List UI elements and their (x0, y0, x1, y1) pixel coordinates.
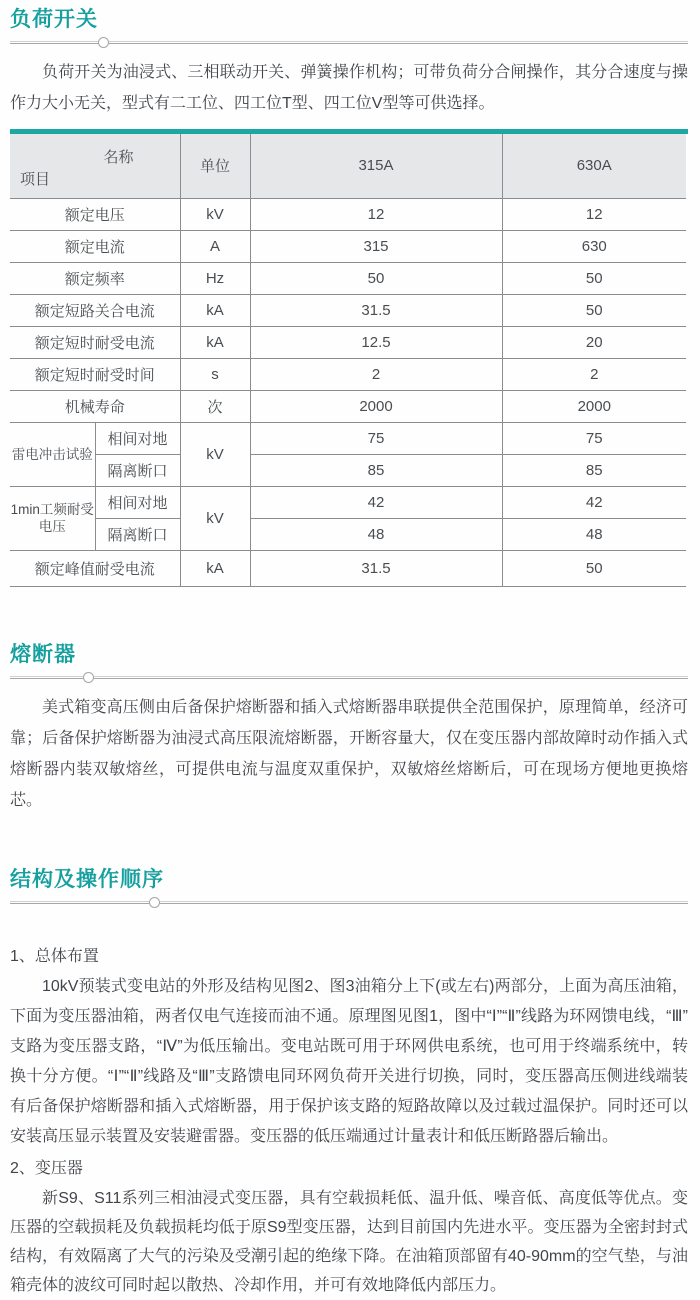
value-cell-630a: 48 (502, 518, 686, 550)
section-divider (10, 41, 688, 44)
subsection-heading-layout: 1、总体布置 (10, 947, 99, 965)
unit-cell: Hz (180, 262, 250, 294)
table-row-group (10, 518, 686, 550)
section-title-fuse: 熔断器 (10, 642, 76, 666)
unit-cell: kV (180, 486, 250, 550)
sub-row-label: 相间对地 (95, 422, 180, 454)
value-cell-630a: 50 (502, 550, 686, 586)
diagonal-header-cell (10, 134, 180, 198)
spec-table (10, 134, 686, 587)
sub-row-label: 隔离断口 (95, 518, 180, 550)
table-row (10, 390, 686, 422)
row-label: 机械寿命 (10, 390, 180, 422)
section-title-load-switch: 负荷开关 (10, 8, 98, 31)
value-cell-630a: 2000 (502, 390, 686, 422)
section-structure (10, 866, 688, 1300)
divider-knob-icon (98, 37, 109, 48)
value-cell-315a: 31.5 (250, 294, 502, 326)
unit-cell: A (180, 230, 250, 262)
value-cell-315a: 12 (250, 198, 502, 230)
value-cell-630a: 75 (502, 422, 686, 454)
table-header-row (10, 134, 686, 198)
value-cell-315a: 42 (250, 486, 502, 518)
table-row (10, 358, 686, 390)
sub-row-label: 隔离断口 (95, 454, 180, 486)
value-cell-315a: 75 (250, 422, 502, 454)
section-title-structure: 结构及操作顺序 (10, 867, 164, 891)
row-label: 额定短路关合电流 (10, 294, 180, 326)
section-fuse (10, 641, 688, 816)
group-label: 1min工频耐受电压 (10, 486, 95, 550)
table-row (10, 262, 686, 294)
unit-cell: kA (180, 550, 250, 586)
table-row-group (10, 486, 686, 518)
table-row (10, 230, 686, 262)
col-header-unit: 单位 (180, 134, 250, 198)
row-label: 额定电压 (10, 198, 180, 230)
value-cell-630a: 50 (502, 294, 686, 326)
unit-cell: kA (180, 326, 250, 358)
value-cell-315a: 315 (250, 230, 502, 262)
value-cell-315a: 31.5 (250, 550, 502, 586)
table-row-group (10, 422, 686, 454)
value-cell-630a: 20 (502, 326, 686, 358)
unit-cell: kV (180, 198, 250, 230)
spec-table-wrap (10, 129, 688, 587)
table-row (10, 198, 686, 230)
section-divider (10, 901, 688, 904)
value-cell-315a: 50 (250, 262, 502, 294)
unit-cell: s (180, 358, 250, 390)
col-header-315a: 315A (250, 134, 502, 198)
divider-knob-icon (149, 897, 160, 908)
table-row-group (10, 454, 686, 486)
row-label: 额定峰值耐受电流 (10, 550, 180, 586)
group-label: 雷电冲击试验 (10, 422, 95, 486)
row-label: 额定频率 (10, 262, 180, 294)
value-cell-630a: 50 (502, 262, 686, 294)
value-cell-630a: 42 (502, 486, 686, 518)
sub-row-label: 相间对地 (95, 486, 180, 518)
table-row (10, 294, 686, 326)
value-cell-630a: 630 (502, 230, 686, 262)
value-cell-315a: 12.5 (250, 326, 502, 358)
paragraph-fuse: 美式箱变高压侧由后备保护熔断器和插入式熔断器串联提供全范围保护，原理简单，经济可靠；后备保护熔断器为油浸式高压限流熔断器，开断容量大，仅在变压器内部故障时动作插入式熔断器内装双敏熔丝，可提供电流与温度双重保护，双敏熔丝熔断后，可在现场方便地更换熔芯。 (10, 698, 688, 809)
table-row (10, 550, 686, 586)
value-cell-315a: 85 (250, 454, 502, 486)
header-name-label: 名称 (103, 149, 134, 166)
unit-cell: 次 (180, 390, 250, 422)
divider-knob-icon (83, 672, 94, 683)
value-cell-630a: 85 (502, 454, 686, 486)
value-cell-630a: 2 (502, 358, 686, 390)
row-label: 额定电流 (10, 230, 180, 262)
section-divider (10, 676, 688, 679)
col-header-630a: 630A (502, 134, 686, 198)
subsection-heading-transformer: 2、变压器 (10, 1159, 83, 1177)
value-cell-315a: 2 (250, 358, 502, 390)
row-label: 额定短时耐受时间 (10, 358, 180, 390)
value-cell-315a: 2000 (250, 390, 502, 422)
section-load-switch (10, 6, 688, 587)
value-cell-315a: 48 (250, 518, 502, 550)
row-label: 额定短时耐受电流 (10, 326, 180, 358)
paragraph-transformer: 新S9、S11系列三相油浸式变压器，具有空载损耗低、温升低、噪音低、高度低等优点。变压器的空载损耗及负载损耗均低于原S9型变压器，达到目前国内先进水平。变压器为全密封封式结构，有效隔离了大气的污染及受潮引起的绝缘下降。在油箱顶部留有40-90mm的空气垫，与油箱壳体的波纹可同时起以散热、冷却作用，并可有效地降低内部压力。 (10, 1189, 688, 1294)
value-cell-630a: 12 (502, 198, 686, 230)
paragraph-load-switch: 负荷开关为油浸式、三相联动开关、弹簧操作机构；可带负荷分合闸操作，其分合速度与操作力大小无关，型式有二工位、四工位T型、四工位V型等可供选择。 (10, 64, 688, 112)
header-item-label: 项目 (20, 170, 51, 188)
unit-cell: kA (180, 294, 250, 326)
table-row (10, 326, 686, 358)
paragraph-layout: 10kV预装式变电站的外形及结构见图2、图3油箱分上下(或左右)两部分，上面为高压油箱，下面为变压器油箱，两者仅电气连接而油不通。原理图见图1，图中“Ⅰ”“Ⅱ”线路为环网馈电线，“Ⅲ”支路为变压器支路，“Ⅳ”为低压输出。变电站既可用于环网供电系统，也可用于终端系统中，转换十分方便。“Ⅰ”“Ⅱ”线路及“Ⅲ”支路馈电同环网负荷开关进行切换，同时，变压器高压侧进线端装有后备保护熔断器和插入式熔断器，用于保护该支路的短路故障以及过载过温保护。同时还可以安装高压显示装置及安装避雷器。变压器的低压端通过计量表计和低压断路器后输出。 (10, 977, 688, 1145)
unit-cell: kV (180, 422, 250, 486)
